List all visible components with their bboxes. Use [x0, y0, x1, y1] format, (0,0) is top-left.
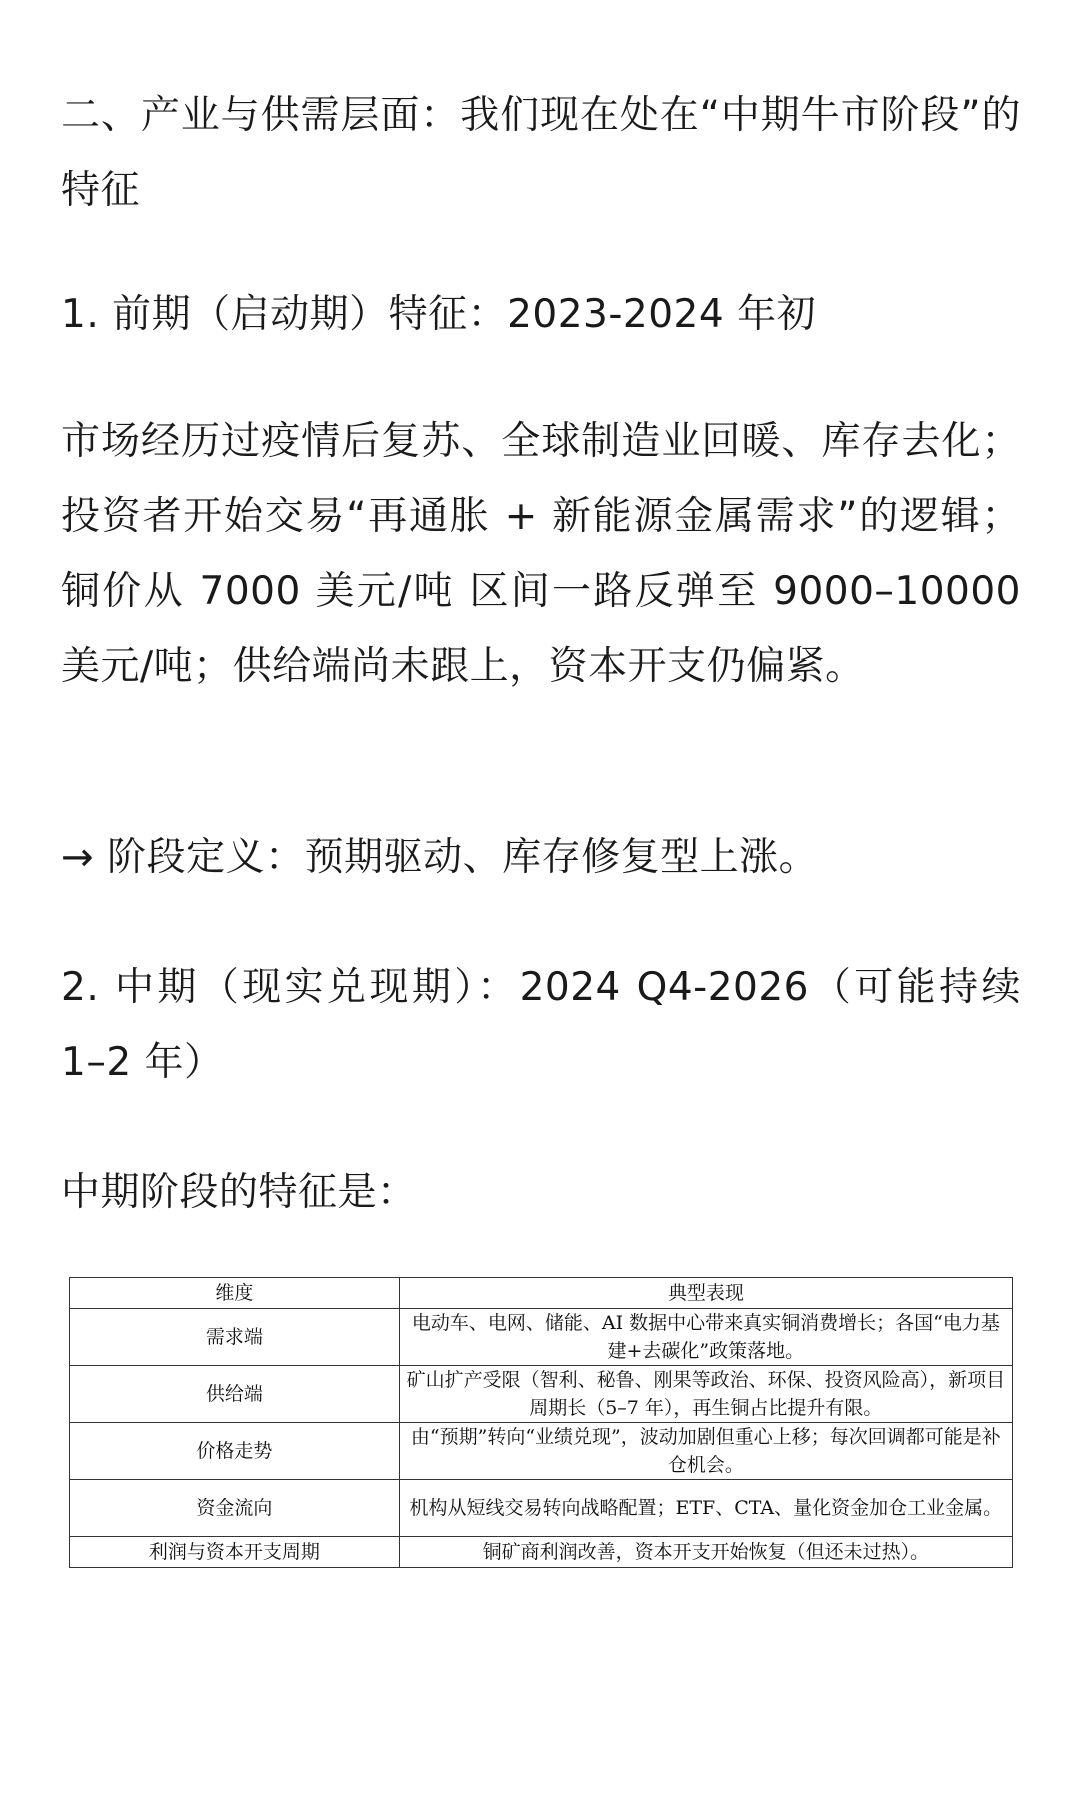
column-header-performance: 典型表现 [399, 1278, 1012, 1309]
table-cell-dimension: 价格走势 [70, 1423, 400, 1480]
table-cell-performance: 由“预期”转向“业绩兑现”，波动加剧但重心上移；每次回调都可能是补仓机会。 [399, 1423, 1012, 1480]
table-cell-performance: 矿山扩产受限（智利、秘鲁、刚果等政治、环保、投资风险高），新项目周期长（5–7 年），再生铜占比提升有限。 [399, 1366, 1012, 1423]
table-cell-dimension: 利润与资本开支周期 [70, 1537, 400, 1568]
table-row [70, 1480, 1013, 1537]
table-cell-dimension: 供给端 [70, 1366, 400, 1423]
table-header-row [70, 1278, 1013, 1309]
table-cell-performance: 电动车、电网、储能、AI 数据中心带来真实铜消费增长；各国“电力基建+去碳化”政策落地。 [399, 1309, 1012, 1366]
table-row [70, 1537, 1013, 1568]
early-phase-heading: 1. 前期（启动期）特征：2023-2024 年初 [61, 292, 817, 337]
early-phase-body: 市场经历过疫情后复苏、全球制造业回暖、库存去化；投资者开始交易“再通胀 + 新能源金属需求”的逻辑；铜价从 7000 美元/吨 区间一路反弹至 9000–10000 美元/吨；供给端尚未跟上，资本开支仍偏紧。 [61, 419, 1021, 689]
characteristics-table [69, 1277, 1013, 1568]
section-title: 二、产业与供需层面：我们现在处在“中期牛市阶段”的特征 [61, 93, 1021, 213]
table-row [70, 1309, 1013, 1366]
column-header-dimension: 维度 [70, 1278, 400, 1309]
characteristics-table-wrapper [69, 1277, 1013, 1568]
table-row [70, 1423, 1013, 1480]
table-cell-performance: 机构从短线交易转向战略配置；ETF、CTA、量化资金加仓工业金属。 [399, 1480, 1012, 1537]
mid-phase-heading: 2. 中期（现实兑现期）：2024 Q4-2026（可能持续 1–2 年） [61, 965, 1021, 1085]
mid-phase-intro: 中期阶段的特征是： [61, 1170, 417, 1215]
early-phase-definition: → 阶段定义：预期驱动、库存修复型上涨。 [61, 835, 819, 880]
table-cell-dimension: 资金流向 [70, 1480, 400, 1537]
table-row [70, 1366, 1013, 1423]
table-cell-dimension: 需求端 [70, 1309, 400, 1366]
table-cell-performance: 铜矿商利润改善，资本开支开始恢复（但还未过热）。 [399, 1537, 1012, 1568]
